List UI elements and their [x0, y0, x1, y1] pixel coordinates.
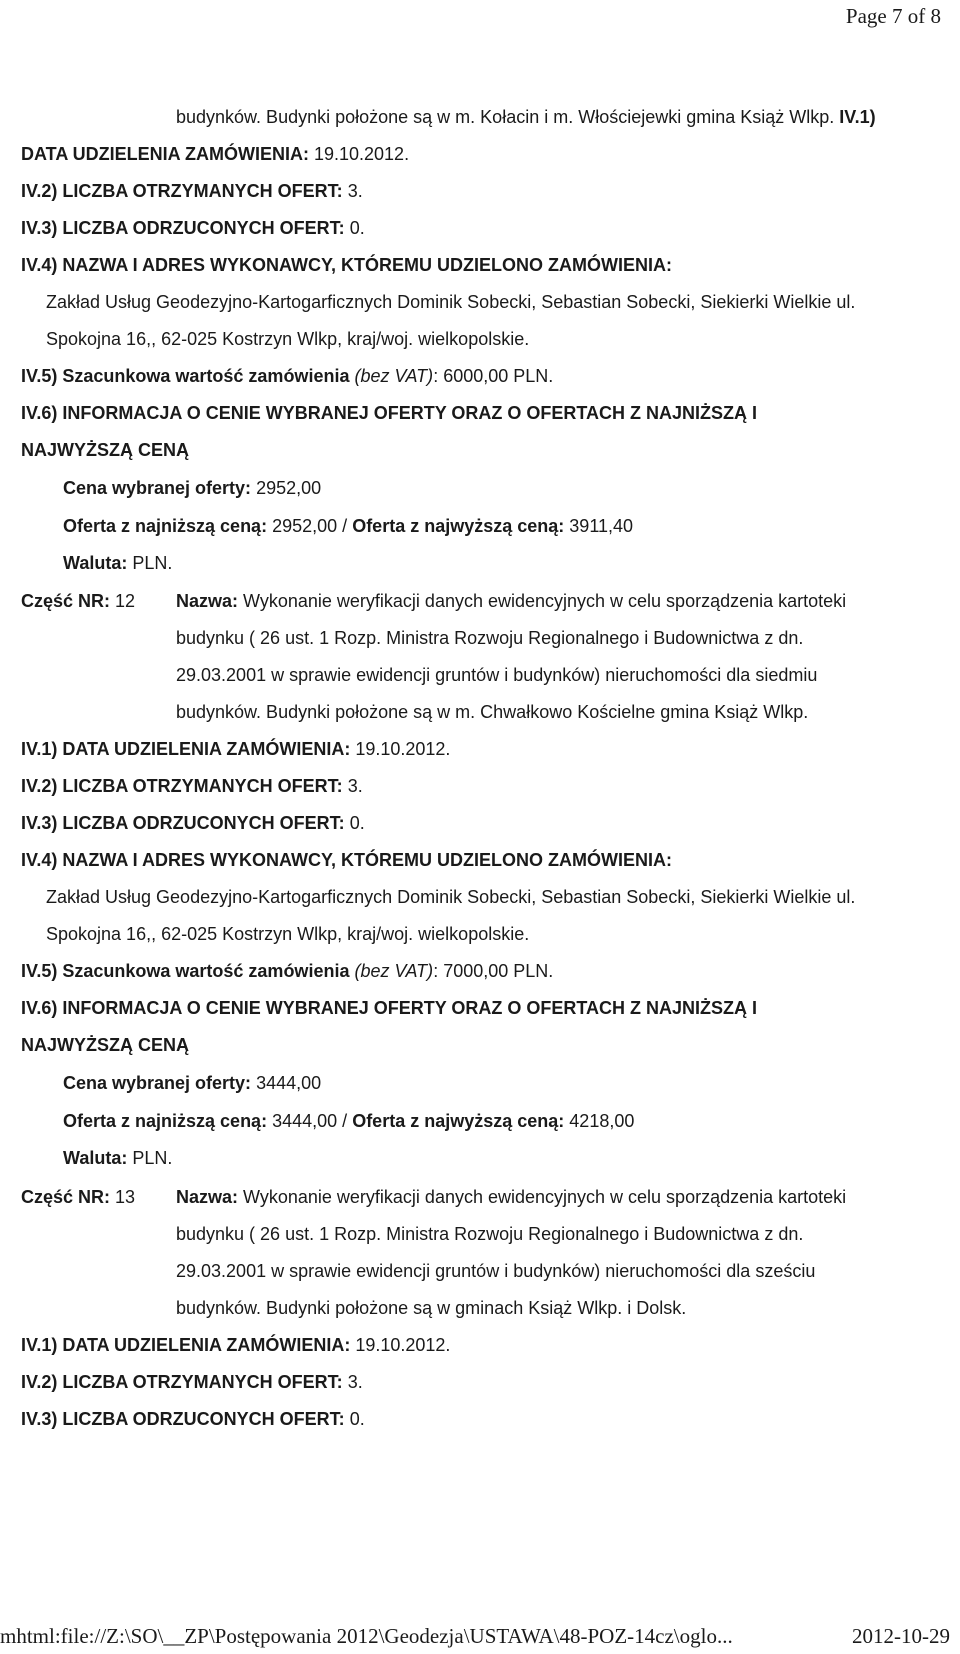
lowest-highest-offer: Oferta z najniższą ceną: 3444,00 / Oferta z najwyższą ceną: 4218,00	[63, 1111, 635, 1131]
price-info-heading-cont: NAJWYŻSZĄ CENĄ	[21, 1035, 190, 1055]
offers-rejected-line: IV.3) LICZBA ODRZUCONYCH OFERT: 0.	[21, 218, 365, 238]
text-line: 29.03.2001 w sprawie ewidencji gruntów i budynków) nieruchomości dla siedmiu	[176, 665, 818, 685]
print-date: 2012-10-29	[852, 1624, 950, 1648]
text-line: budynków. Budynki położone są w m. Kołacin i m. Włościejewki gmina Książ Wlkp. IV.1)	[176, 107, 876, 127]
contractor-name: Zakład Usług Geodezyjno-Kartogarficznych Dominik Sobecki, Sebastian Sobecki, Siekierki Wielkie ul.	[46, 887, 856, 907]
price-info-heading-cont: NAJWYŻSZĄ CENĄ	[21, 440, 190, 460]
selected-offer-price: Cena wybranej oferty: 3444,00	[63, 1073, 322, 1093]
page-number: Page 7 of 8	[845, 4, 941, 28]
part-name: Nazwa: Wykonanie weryfikacji danych ewidencyjnych w celu sporządzenia kartoteki	[176, 591, 847, 611]
offers-rejected-line: IV.3) LICZBA ODRZUCONYCH OFERT: 0.	[21, 813, 365, 833]
contractor-address: Spokojna 16,, 62-025 Kostrzyn Wlkp, kraj/woj. wielkopolskie.	[46, 329, 530, 349]
source-url: mhtml:file://Z:\SO\__ZP\Postępowania 2012\Geodezja\USTAWA\48-POZ-14cz\oglo...	[0, 1624, 733, 1648]
offers-received-line: IV.2) LICZBA OTRZYMANYCH OFERT: 3.	[21, 776, 363, 796]
text-line: budynku ( 26 ust. 1 Rozp. Ministra Rozwoju Regionalnego i Budownictwa z dn.	[176, 628, 804, 648]
award-date-line: DATA UDZIELENIA ZAMÓWIENIA: 19.10.2012.	[21, 144, 410, 164]
currency-line: Waluta: PLN.	[63, 553, 173, 573]
price-info-heading: IV.6) INFORMACJA O CENIE WYBRANEJ OFERTY ORAZ O OFERTACH Z NAJNIŻSZĄ I	[21, 403, 758, 423]
text-line: budynków. Budynki położone są w gminach Książ Wlkp. i Dolsk.	[176, 1298, 687, 1318]
contractor-name: Zakład Usług Geodezyjno-Kartogarficznych Dominik Sobecki, Sebastian Sobecki, Siekierki Wielkie ul.	[46, 292, 856, 312]
offers-received-line: IV.2) LICZBA OTRZYMANYCH OFERT: 3.	[21, 181, 363, 201]
part-name: Nazwa: Wykonanie weryfikacji danych ewidencyjnych w celu sporządzenia kartoteki	[176, 1187, 847, 1207]
text-line: budynku ( 26 ust. 1 Rozp. Ministra Rozwoju Regionalnego i Budownictwa z dn.	[176, 1224, 804, 1244]
estimated-value-line: IV.5) Szacunkowa wartość zamówienia (bez VAT): 7000,00 PLN.	[21, 961, 554, 981]
text-line: 29.03.2001 w sprawie ewidencji gruntów i budynków) nieruchomości dla sześciu	[176, 1261, 816, 1281]
currency-line: Waluta: PLN.	[63, 1148, 173, 1168]
part-number: Część NR: 13	[21, 1187, 136, 1207]
price-info-heading: IV.6) INFORMACJA O CENIE WYBRANEJ OFERTY ORAZ O OFERTACH Z NAJNIŻSZĄ I	[21, 998, 758, 1018]
selected-offer-price: Cena wybranej oferty: 2952,00	[63, 478, 322, 498]
contractor-address: Spokojna 16,, 62-025 Kostrzyn Wlkp, kraj/woj. wielkopolskie.	[46, 924, 530, 944]
offers-rejected-line: IV.3) LICZBA ODRZUCONYCH OFERT: 0.	[21, 1409, 365, 1429]
lowest-highest-offer: Oferta z najniższą ceną: 2952,00 / Oferta z najwyższą ceną: 3911,40	[63, 516, 634, 536]
part-number: Część NR: 12	[21, 591, 136, 611]
estimated-value-line: IV.5) Szacunkowa wartość zamówienia (bez VAT): 6000,00 PLN.	[21, 366, 554, 386]
text-line: budynków. Budynki położone są w m. Chwałkowo Kościelne gmina Książ Wlkp.	[176, 702, 809, 722]
contractor-heading: IV.4) NAZWA I ADRES WYKONAWCY, KTÓREMU UDZIELONO ZAMÓWIENIA:	[21, 850, 672, 870]
award-date-line: IV.1) DATA UDZIELENIA ZAMÓWIENIA: 19.10.2012.	[21, 1335, 451, 1355]
contractor-heading: IV.4) NAZWA I ADRES WYKONAWCY, KTÓREMU UDZIELONO ZAMÓWIENIA:	[21, 255, 672, 275]
award-date-line: IV.1) DATA UDZIELENIA ZAMÓWIENIA: 19.10.2012.	[21, 739, 451, 759]
offers-received-line: IV.2) LICZBA OTRZYMANYCH OFERT: 3.	[21, 1372, 363, 1392]
